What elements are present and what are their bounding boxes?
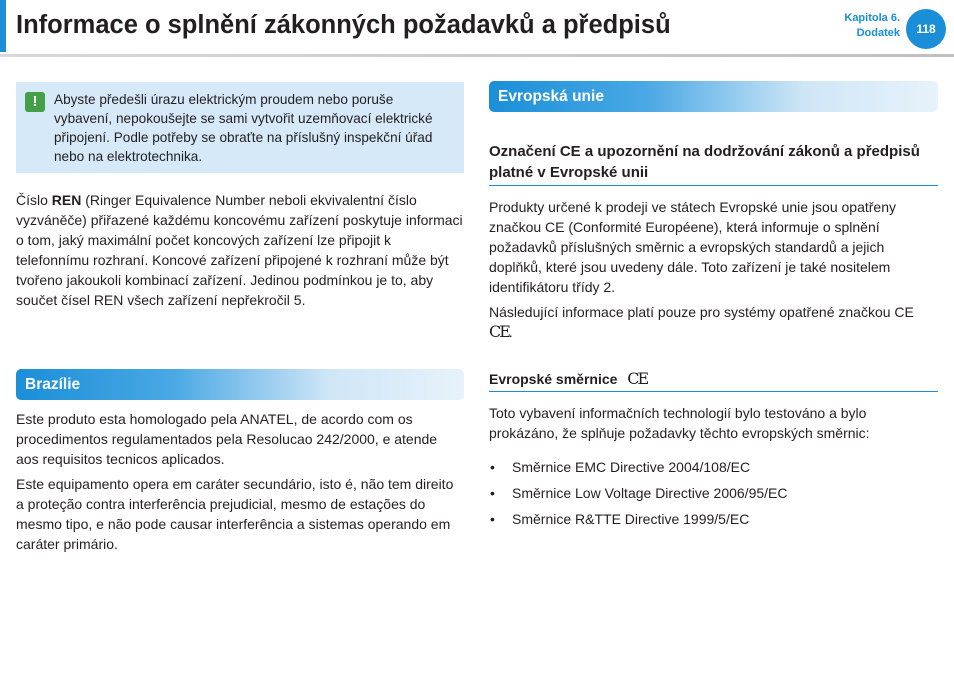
directives-title: Evropské směrnice <box>489 371 618 387</box>
list-item <box>489 483 938 503</box>
eu-paragraph-3: Toto vybavení informačních technologií bylo testováno a bylo prokázáno, že splňuje požadavky těchto evropských směrnic: <box>489 405 870 441</box>
eu-paragraph-2 <box>489 302 938 342</box>
directives-subheading <box>489 368 938 392</box>
eu-paragraph-2-end: . <box>508 324 513 340</box>
section-header-brazil <box>16 369 464 400</box>
ren-paragraph <box>16 190 468 310</box>
chapter-name: Dodatek <box>856 27 900 39</box>
eu-paragraph-1: Produkty určené k prodeji ve státech Evropské unie jsou opatřeny značkou CE (Conformité Européene), která informuje o splnění požadavků příslušných směrnic a evropských standardů a jejich doplňků, které jsou uvedeny dále. Toto zařízení je také nositelem identifikátoru třídy 2. <box>489 199 897 295</box>
exclamation-icon: ! <box>25 92 45 112</box>
list-item <box>489 509 938 529</box>
directives-list <box>489 457 938 535</box>
directive-text: Směrnice R&TTE Directive 1999/5/EC <box>512 511 750 527</box>
header-accent-bar <box>0 0 6 52</box>
section-header-eu <box>489 81 938 112</box>
directive-text: Směrnice Low Voltage Directive 2006/95/EC <box>512 485 788 501</box>
brazil-paragraph-2: Este equipamento opera em caráter secundário, isto é, não tem direito a proteção contra interferência prejudicial, mesmo de estações do mesmo tipo, e não pode causar interferência a sistemas operando em caráter primário. <box>16 476 454 552</box>
section-title-brazil: Brazílie <box>25 376 81 393</box>
warning-box <box>16 82 464 173</box>
page-title: Informace o splnění zákonných požadavků a předpisů <box>16 11 671 39</box>
eu-paragraph-2-text: Následující informace platí pouze pro systémy opatřené značkou CE <box>489 304 914 320</box>
header-divider <box>0 54 954 57</box>
bullet-icon: • <box>490 485 495 501</box>
ren-prefix: Číslo <box>16 192 52 208</box>
ce-mark-icon: CE <box>627 369 648 388</box>
ren-term: REN <box>51 192 82 208</box>
warning-text: Abyste předešli úrazu elektrickým proudem nebo poruše vybavení, nepokoušejte se sami vytvořit uzemňovací elektrické připojení. Podle potřeby se obraťte na příslušný inspekční úřad nebo na elektrotechnika. <box>54 92 433 164</box>
ce-subheading: Označení CE a upozornění na dodržování zákonů a předpisů platné v Evropské unii <box>489 141 938 186</box>
chapter-label[interactable] <box>844 11 900 41</box>
chapter-number: Kapitola 6. <box>844 12 900 24</box>
brazil-paragraph-1: Este produto esta homologado pela ANATEL, de acordo com os procedimentos regulamentados pela Resolucao 242/2000, e atende aos requisitos tecnicos aplicados. <box>16 411 438 467</box>
bullet-icon: • <box>490 459 495 475</box>
list-item <box>489 457 938 477</box>
directive-text: Směrnice EMC Directive 2004/108/EC <box>512 459 751 475</box>
page-number-badge: 118 <box>906 9 946 49</box>
section-title-eu: Evropská unie <box>498 88 604 105</box>
ce-mark-icon: CE <box>489 322 509 341</box>
bullet-icon: • <box>490 511 495 527</box>
ren-text: (Ringer Equivalence Number neboli ekvivalentní číslo vyzváněče) přiřazené každému koncovému zařízení poskytuje informaci o tom, jaký maximální počet koncových zařízení lze připojit k telefonnímu rozhraní. Koncové zařízení připojené k rozhraní může být tvořeno jakoukoli kombinací zařízení. Jedinou podmínkou je to, aby součet čísel REN všech zařízení nepřekročil 5. <box>16 192 463 308</box>
